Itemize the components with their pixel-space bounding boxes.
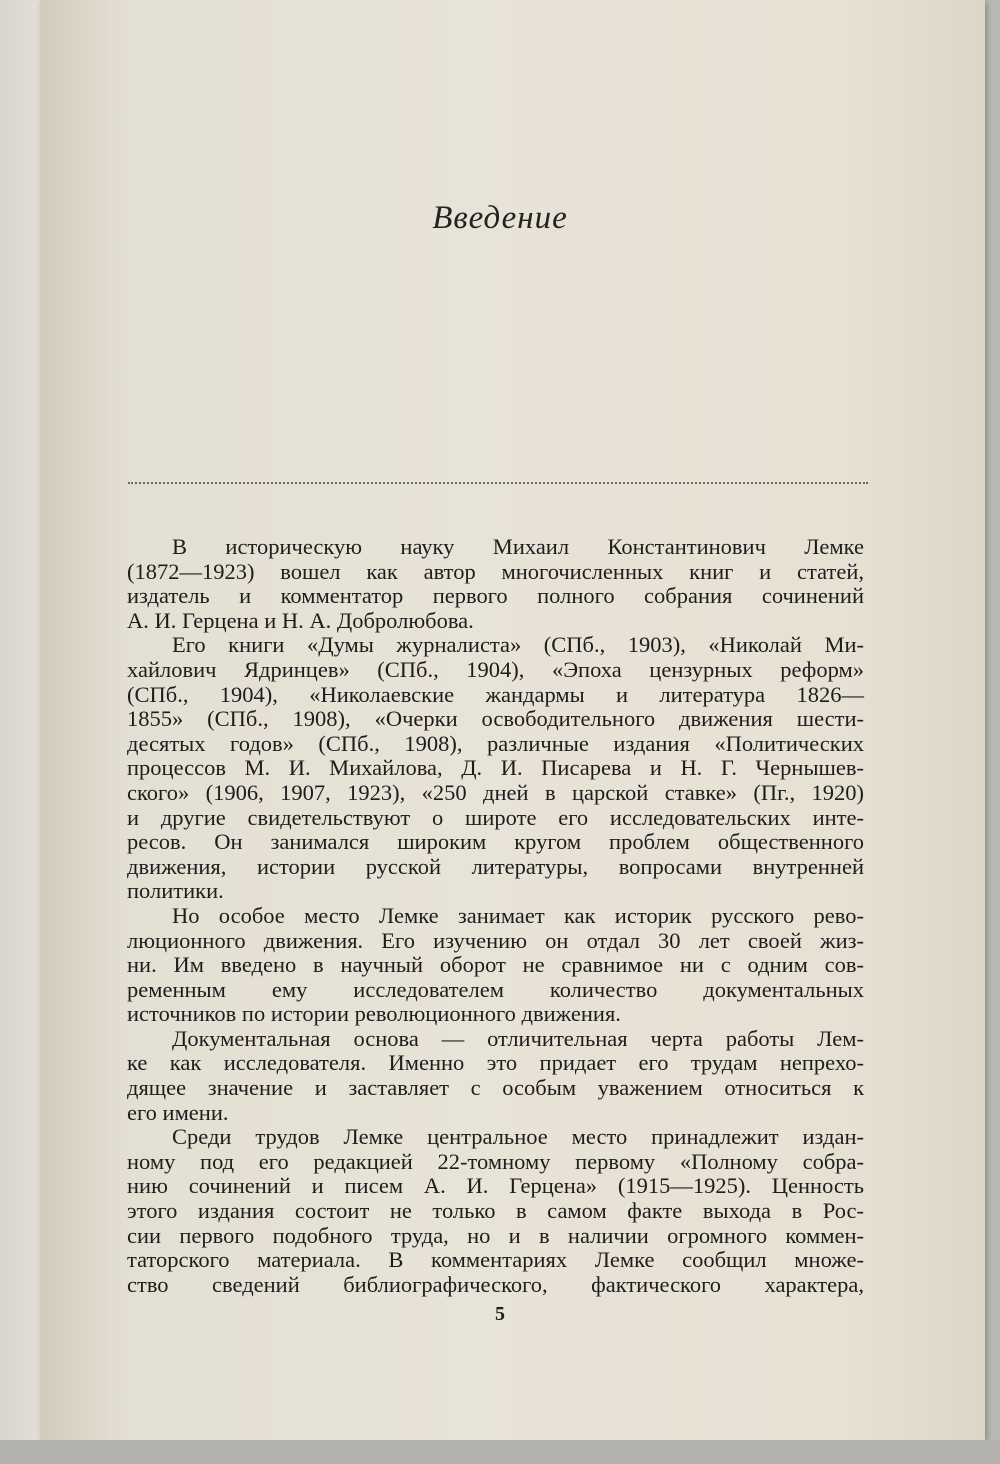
text-line: его имени.	[127, 1099, 229, 1125]
text-line: ному под его редакцией 22-томному первому «Полному собра-	[127, 1148, 864, 1174]
text-line: нию сочинений и писем А. И. Герцена» (1915—1925). Ценность	[127, 1173, 864, 1199]
text-line: (1872—1923) вошел как автор многочисленных книг и статей,	[127, 558, 864, 584]
text-line: Но особое место Лемке занимает как историк русского рево-	[172, 902, 864, 928]
text-line: этого издания состоит не только в самом факте выхода в Рос-	[127, 1198, 864, 1224]
paragraph-3	[127, 904, 864, 1027]
text-line: ресов. Он занимался широким кругом проблем общественного	[127, 829, 864, 855]
text-line: сии первого подобного труда, но и в наличии огромного коммен-	[127, 1222, 864, 1248]
text-line: А. И. Герцена и Н. А. Добролюбова.	[127, 607, 474, 633]
body-text	[127, 535, 864, 1297]
text-line: Документальная основа — отличительная черта работы Лем-	[172, 1025, 864, 1051]
text-line: процессов М. И. Михайлова, Д. И. Писарева и Н. Г. Чернышев-	[127, 755, 864, 781]
text-line: ство сведений библиографического, фактического характера,	[127, 1271, 864, 1297]
text-line: 1855» (СПб., 1908), «Очерки освободительного движения шести-	[127, 706, 864, 732]
text-line: дящее значение и заставляет с особым уважением относиться к	[127, 1075, 864, 1101]
paragraph-2	[127, 633, 864, 904]
paragraph-4	[127, 1027, 864, 1125]
paragraph-5	[127, 1125, 864, 1297]
text-line: Среди трудов Лемке центральное место принадлежит издан-	[172, 1124, 864, 1150]
page-number: 5	[495, 1303, 505, 1325]
paragraph-1	[127, 535, 864, 633]
text-line: ременным ему исследователем количество документальных	[127, 976, 864, 1002]
text-line: источников по истории революционного движения.	[127, 1001, 621, 1027]
text-line: хайлович Ядринцев» (СПб., 1904), «Эпоха цензурных реформ»	[127, 656, 864, 682]
text-line: В историческую науку Михаил Константинович Лемке	[172, 534, 864, 559]
text-line: и другие свидетельствуют о широте его исследовательских инте-	[127, 804, 864, 830]
text-line: ни. Им введено в научный оборот не сравнимое ни с одним сов-	[127, 952, 864, 978]
text-line: таторского материала. В комментариях Лемке сообщил множе-	[127, 1247, 864, 1273]
text-line: Его книги «Думы журналиста» (СПб., 1903), «Николай Ми-	[172, 632, 864, 658]
text-line: ского» (1906, 1907, 1923), «250 дней в царской ставке» (Пг., 1920)	[127, 779, 864, 805]
dotted-divider	[128, 482, 868, 484]
text-line: издатель и комментатор первого полного собрания сочинений	[127, 583, 864, 609]
surface-below-page	[0, 1440, 1000, 1464]
text-line: люционного движения. Его изучению он отдал 30 лет своей жиз-	[127, 927, 864, 953]
text-line: (СПб., 1904), «Николаевские жандармы и литература 1826—	[127, 681, 864, 707]
text-line: политики.	[127, 878, 224, 904]
chapter-title: Введение	[432, 200, 568, 236]
text-line: движения, истории русской литературы, вопросами внутренней	[127, 853, 864, 879]
text-line: десятых годов» (СПб., 1908), различные издания «Политических	[127, 730, 864, 756]
text-line: ке как исследователя. Именно это придает его трудам непрехо-	[127, 1050, 864, 1076]
